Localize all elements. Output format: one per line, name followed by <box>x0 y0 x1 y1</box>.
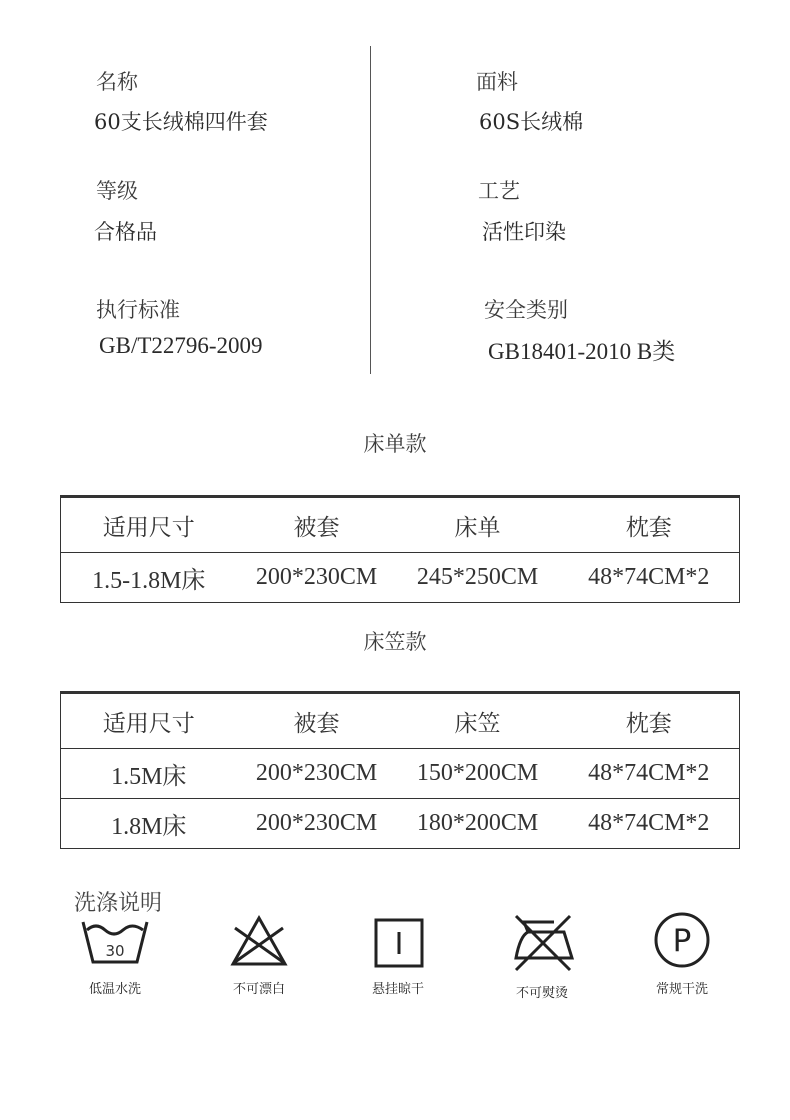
wash-30-icon <box>79 912 151 968</box>
cell-size: 1.5-1.8M床 <box>61 553 237 603</box>
flat-sheet-title: 床单款 <box>363 432 427 456</box>
header-size: 适用尺寸 <box>61 497 237 553</box>
table-row <box>61 553 740 603</box>
cell-size: 1.5M床 <box>61 749 237 799</box>
fabric-value: 60S长绒棉 <box>479 110 584 134</box>
care-label: 悬挂晾干 <box>371 982 424 997</box>
cell-fitted-sheet: 180*200CM <box>397 799 559 849</box>
table-row <box>61 749 740 799</box>
grade-label: 等级 <box>96 179 138 203</box>
craft-value: 活性印染 <box>482 220 566 244</box>
standard-label: 执行标准 <box>96 298 180 322</box>
care-item-low-temp-wash <box>55 912 175 997</box>
no-bleach-icon <box>223 912 295 968</box>
fitted-sheet-table <box>60 691 740 849</box>
care-item-no-iron <box>482 912 602 1001</box>
care-label: 常规干洗 <box>655 982 708 997</box>
header-quilt-cover: 被套 <box>237 497 397 553</box>
cell-pillowcase: 48*74CM*2 <box>559 749 740 799</box>
dry-clean-letter: P <box>672 923 692 959</box>
header-quilt-cover: 被套 <box>237 693 397 749</box>
care-label: 不可熨烫 <box>515 986 568 1001</box>
table-header-row <box>61 693 740 749</box>
care-item-dry-clean <box>622 912 742 997</box>
safety-label: 安全类别 <box>484 298 568 322</box>
table-header-row <box>61 497 740 553</box>
fabric-label: 面料 <box>476 70 518 94</box>
header-pillowcase: 枕套 <box>559 693 740 749</box>
cell-sheet: 245*250CM <box>397 553 559 603</box>
care-label: 不可漂白 <box>232 982 285 997</box>
header-size: 适用尺寸 <box>61 693 237 749</box>
name-value: 60支长绒棉四件套 <box>94 110 268 134</box>
cell-quilt-cover: 200*230CM <box>237 749 397 799</box>
cell-pillowcase: 48*74CM*2 <box>559 799 740 849</box>
safety-value: GB18401-2010 B类 <box>488 339 676 364</box>
table-row <box>61 799 740 849</box>
column-divider <box>370 46 371 374</box>
hang-dry-icon <box>362 912 434 968</box>
fitted-sheet-title: 床笠款 <box>363 630 427 654</box>
wash-temperature: 30 <box>105 942 125 960</box>
standard-value: GB/T22796-2009 <box>99 333 263 358</box>
dry-clean-p-icon <box>646 912 718 968</box>
cell-quilt-cover: 200*230CM <box>237 799 397 849</box>
flat-sheet-table <box>60 495 740 603</box>
cell-size: 1.8M床 <box>61 799 237 849</box>
header-pillowcase: 枕套 <box>559 497 740 553</box>
care-item-no-bleach <box>199 912 319 997</box>
cell-quilt-cover: 200*230CM <box>237 553 397 603</box>
craft-label: 工艺 <box>478 179 520 203</box>
header-fitted-sheet: 床笠 <box>397 693 559 749</box>
washing-title: 洗涤说明 <box>74 891 163 916</box>
grade-value: 合格品 <box>94 220 157 244</box>
name-label: 名称 <box>96 70 138 94</box>
cell-pillowcase: 48*74CM*2 <box>559 553 740 603</box>
no-iron-icon <box>506 912 578 972</box>
header-sheet: 床单 <box>397 497 559 553</box>
cell-fitted-sheet: 150*200CM <box>397 749 559 799</box>
care-item-hang-dry <box>338 912 458 997</box>
care-label: 低温水洗 <box>88 982 141 997</box>
